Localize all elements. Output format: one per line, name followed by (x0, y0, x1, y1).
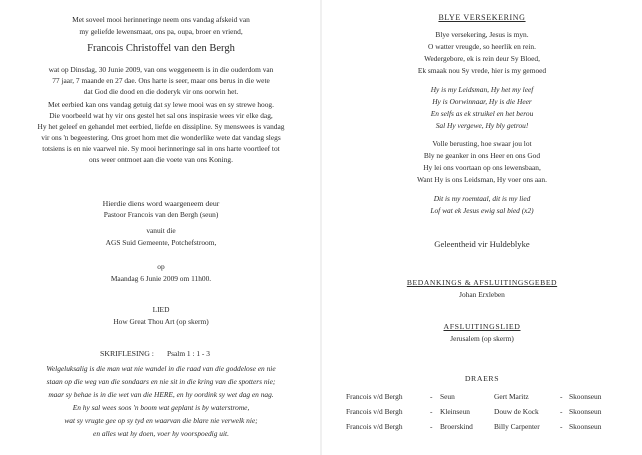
reading-line: En hy sal wees soos 'n boom wat geplant is by waterstrome, (72, 403, 250, 412)
bearer-name: Billy Carpenter (494, 422, 540, 431)
bearer-relation: Broerskind (440, 422, 473, 431)
reading-line: Welgeluksalig is die man wat nie wandel in die raad van die goddelose en nie (46, 364, 276, 373)
hymn-line: O watter vreugde, so heerlik en rein. (428, 42, 536, 51)
service-from-label: vanuit die (146, 226, 176, 235)
bearer-separator: - (430, 422, 433, 431)
reading-line: maar sy behae is in die wet van die HERE, en hy oordink sy wet dag en nag. (48, 390, 274, 399)
reading-reference: Psalm 1 : 1 - 3 (167, 349, 210, 358)
tribute-line: Hy het geleef en gehandel met eerbied, liefde en dissipline. Sy menswees is vandag (37, 122, 285, 131)
bearer-name: Gert Maritz (494, 392, 529, 401)
bearer-relation: Skoonseun (569, 407, 602, 416)
song-title: How Great Thou Art (op skerm) (113, 317, 209, 326)
bearer-separator: - (430, 407, 433, 416)
chorus-line: Hy is my Leidsman, Hy het my leef (430, 85, 534, 94)
chorus-line: Lof wat ek Jesus ewig sal bied (x2) (430, 206, 534, 215)
chorus-line: En selfs as ek struikel en het berou (430, 109, 534, 118)
hymn-line: Volle berusting, hoe swaar jou lot (432, 139, 532, 148)
bearer-relation: Skoonseun (569, 422, 602, 431)
tribute-line: ons weer ontmoet aan die voete van ons Koning. (89, 155, 233, 164)
bearer-separator: - (560, 407, 563, 416)
hymn-line: Ek smaak nou Sy vrede, hier is my gemoed (417, 66, 547, 75)
bearer-separator: - (430, 392, 433, 401)
song-heading: LIED (152, 305, 170, 314)
tribute-line: vir ons 'n begeestering. Ons groet hom met die wonderlike wete dat vandag slegs (41, 133, 281, 142)
hymn-line: Want Hy is ons Leidsman, Hy voer ons aan. (417, 175, 547, 184)
tribute-opportunity: Geleentheid vir Huldeblyke (434, 239, 530, 249)
bearer-name: Francois v/d Bergh (346, 407, 403, 416)
bearer-relation: Seun (440, 392, 455, 401)
hymn-line: Bly ne geanker in ons Heer en ons God (423, 151, 541, 160)
right-page (322, 0, 642, 455)
bearers-heading: DRAERS (464, 374, 500, 383)
hymn-title: BLYE VERSEKERING (438, 13, 526, 22)
hymn-line: Hy lei ons voortaan op ons lewensbaan, (423, 163, 541, 172)
bearer-relation: Skoonseun (569, 392, 602, 401)
deceased-name: Francois Christoffel van den Bergh (87, 43, 235, 54)
service-on-label: op (157, 262, 165, 271)
tribute-line: Met eerbied kan ons vandag getuig dat sy lewe mooi was en sy strewe hoog. (48, 100, 274, 109)
tribute-line: Die voorbeeld wat hy vir ons gestel het sal ons inspirasie wees vir elke dag, (49, 111, 273, 120)
tribute-line: totsiens is en nie vaarwel nie. Sy mooi herinneringe sal in ons harte voortleef tot (42, 144, 280, 153)
reading-line: en alles wat hy doen, voer hy voorspoedig uit. (93, 429, 229, 438)
bearer-name: Douw de Kock (494, 407, 539, 416)
closing-title: Jerusalem (op skerm) (450, 334, 514, 343)
tribute-line: 77 jaar, 7 maande en 27 dae. Ons harte is seer, maar ons berus in die wete (52, 76, 270, 85)
intro-line: Met soveel mooi herinneringe neem ons vandag afskeid van (72, 15, 250, 24)
hymn-line: Wedergebore, ek is rein deur Sy Bloed, (424, 54, 540, 63)
hymn-line: Blye versekering, Jesus is myn. (435, 30, 529, 39)
bearer-separator: - (560, 422, 563, 431)
tribute-line: dat God die dood en die doderyk vir ons oorwin het. (83, 87, 239, 96)
chorus-line: Dit is my roemtaal, dit is my lied (433, 194, 531, 203)
bearer-name: Francois v/d Bergh (346, 392, 403, 401)
chorus-line: Sal Hy vergewe, Hy bly getrou! (435, 121, 529, 130)
service-church: AGS Suid Gemeente, Potchefstroom, (105, 238, 217, 247)
service-date: Maandag 6 Junie 2009 om 11h00. (110, 274, 212, 283)
reading-heading: SKRIFLESING : (100, 349, 154, 358)
chorus-line: Hy is Oorwinnaar, Hy is die Heer (432, 97, 532, 106)
closing-heading: AFSLUITINGSLIED (443, 322, 521, 331)
bearer-name: Francois v/d Bergh (346, 422, 403, 431)
service-lead: Hierdie diens word waargeneem deur (102, 199, 220, 208)
thanks-name: Johan Erxleben (459, 290, 505, 299)
bearer-relation: Kleinseun (440, 407, 470, 416)
intro-line: my geliefde lewensmaat, ons pa, oupa, broer en vriend, (79, 27, 243, 36)
reading-line: wat sy vrugte gee op sy tyd en waarvan die blare nie verwelk nie; (64, 416, 258, 425)
service-pastor: Pastoor Francois van den Bergh (seun) (103, 210, 219, 219)
bearer-separator: - (560, 392, 563, 401)
tribute-line: wat op Dinsdag, 30 Junie 2009, van ons weggeneem is in die ouderdom van (48, 65, 274, 74)
reading-line: staan op die weg van die sondaars en nie sit in die kring van die spotters nie; (46, 377, 276, 386)
thanks-heading: BEDANKINGS & AFSLUITINGSGEBED (406, 278, 558, 287)
